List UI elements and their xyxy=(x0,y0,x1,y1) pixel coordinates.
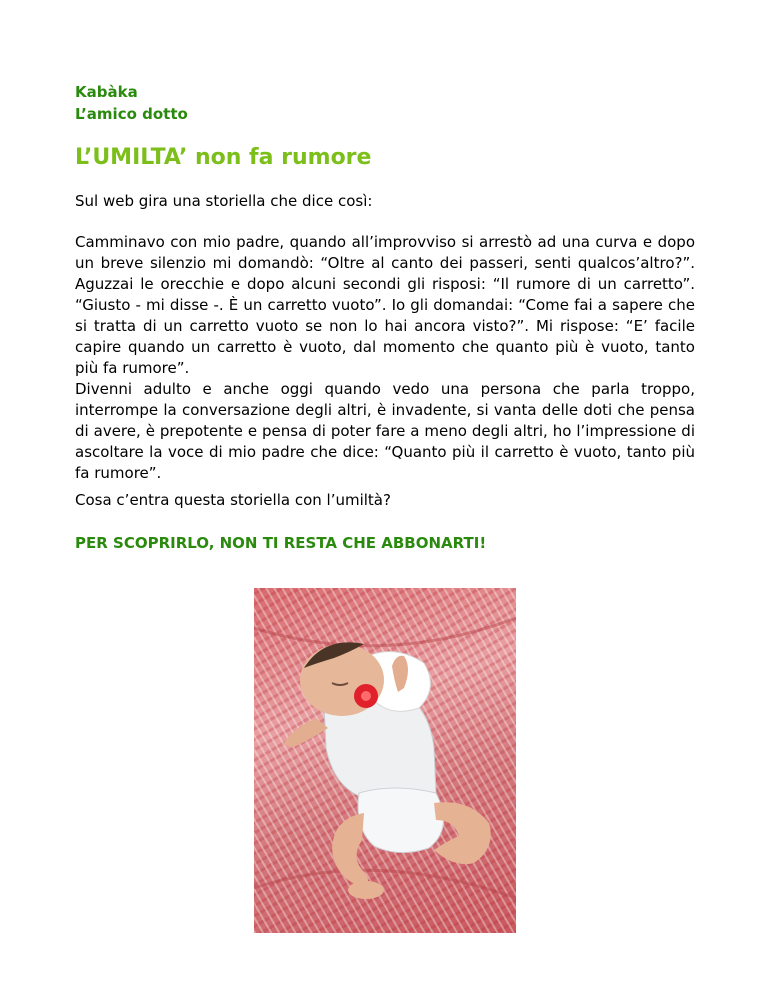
baby-illustration xyxy=(254,588,516,933)
subscribe-call-to-action: PER SCOPRIRLO, NON TI RESTA CHE ABBONARTI! xyxy=(75,534,487,552)
intro-paragraph: Sul web gira una storiella che dice così: xyxy=(75,192,373,210)
column-name: L’amico dotto xyxy=(75,105,188,123)
story-paragraph-1: Camminavo con mio padre, quando all’improvviso si arrestò ad una curva e dopo un breve silenzio mi domandò: “Oltre al canto dei passeri, senti qualcos’altro?”. Aguzzai le orecchie e dopo alcuni secondi gli risposi: “Il rumore di un carretto”. “Giusto - mi disse -. È un carretto vuoto”. Io gli domandai: “Come fai a sapere che si tratta di un carretto vuoto se non lo hai ancora visto?”. Mi rispose: “E’ facile capire quando un carretto è vuoto, dal momento che quanto più è vuoto, tanto più fa rumore”. xyxy=(75,233,695,377)
question-paragraph: Cosa c’entra questa storiella con l’umiltà? xyxy=(75,491,391,509)
article-title: L’UMILTA’ non fa rumore xyxy=(75,145,372,170)
story-paragraph-2: Divenni adulto e anche oggi quando vedo una persona che parla troppo, interrompe la conversazione degli altri, è invadente, si vanta delle doti che pensa di avere, è prepotente e pensa di poter fare a meno degli altri, ho l’impressione di ascoltare la voce di mio padre che dice: “Quanto più il carretto è vuoto, tanto più fa rumore”. xyxy=(75,380,695,482)
sleeping-baby-photo xyxy=(254,588,516,933)
magazine-name: Kabàka xyxy=(75,83,138,101)
